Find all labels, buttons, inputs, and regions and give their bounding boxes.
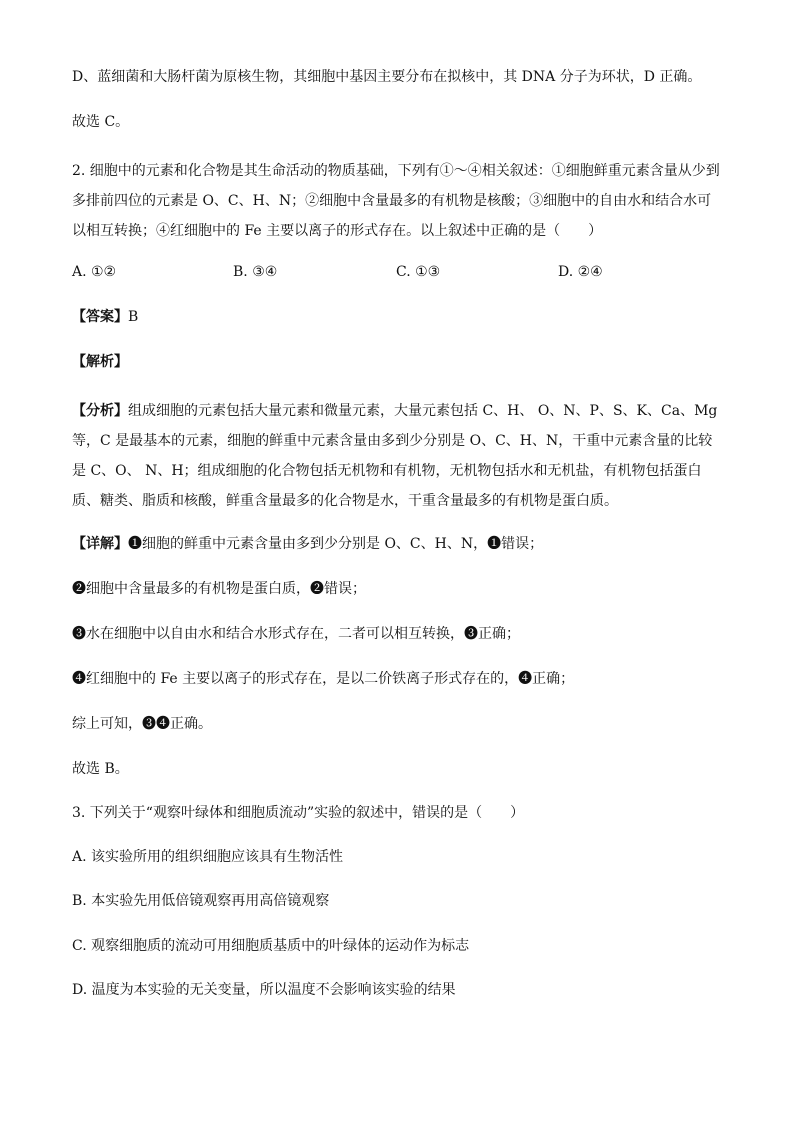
text-line-d-option: D、蓝细菌和大肠杆菌为原核生物，其细胞中基因主要分布在拟核中，其 DNA 分子为环状，D 正确。 [72,69,702,85]
summary-line: 综上可知，❸❹正确。 [72,716,212,732]
answer-tag: 【答案】 [72,309,128,325]
question-2-stem: 2. 细胞中的元素和化合物是其生命活动的物质基础，下列有①～④相关叙述：①细胞鲜重元素含量从少到多排前四位的元素是 O、C、H、N；②细胞中含量最多的有机物是核酸；③细胞中的自由水和结合水可以相互转换；④红细胞中的 Fe 主要以离子的形式存在。以上叙述中正确的是（ ） [72,163,720,239]
question-3-option-c: C. 观察细胞质的流动可用细胞质基质中的叶绿体的运动作为标志 [72,938,470,954]
question-2-option-d: D. ②④ [558,264,603,280]
detail-line-1 [72,533,732,555]
choose-b-line: 故选 B。 [72,761,129,777]
question-2-option-c: C. ①③ [396,264,441,280]
fenxi-text: 组成细胞的元素包括大量元素和微量元素，大量元素包括 C、H、 O、N、P、S、K、Ca、Mg 等，C 是最基本的元素，细胞的鲜重中元素含量由多到少分别是 O、C、H、N，干重中元素含量的比较是 C、O、 N、H；组成细胞的化合物包括无机物和有机物，无机物包括水和无机盐，有机物包括蛋白质、糖类、脂质和核酸，鲜重含量最多的化合物是水，干重含量最多的有机物是蛋白质。 [72,403,718,509]
analysis-tag: 【解析】 [72,354,128,370]
detail-tag: 【详解】 [72,536,128,552]
detail-line-2: ❷细胞中含量最多的有机物是蛋白质，❷错误； [72,581,366,597]
question-2-option-a: A. ①② [72,264,117,280]
question-3-option-a: A. 该实验所用的组织细胞应该具有生物活性 [72,849,344,865]
question-3-option-d: D. 温度为本实验的无关变量，所以温度不会影响该实验的结果 [72,982,456,998]
answer-line [72,306,732,328]
detail-text-1: ❶细胞的鲜重中元素含量由多到少分别是 O、C、H、N，❶错误； [128,536,544,552]
answer-value: B [128,309,139,325]
question-2-option-b: B. ③④ [233,264,278,280]
question-3-option-b: B. 本实验先用低倍镜观察再用高倍镜观察 [72,893,330,909]
text-line-choose-c: 故选 C。 [72,114,130,130]
question-3-stem: 3. 下列关于“观察叶绿体和细胞质流动”实验的叙述中，错误的是（ ） [72,805,525,821]
detail-line-4: ❹红细胞中的 Fe 主要以离子的形式存在，是以二价铁离子形式存在的，❹正确； [72,671,575,687]
analysis-heading [72,351,732,373]
detail-line-3: ❸水在细胞中以自由水和结合水形式存在，二者可以相互转换，❸正确； [72,626,520,642]
analysis-paragraph [72,396,724,516]
fenxi-tag: 【分析】 [72,403,128,419]
